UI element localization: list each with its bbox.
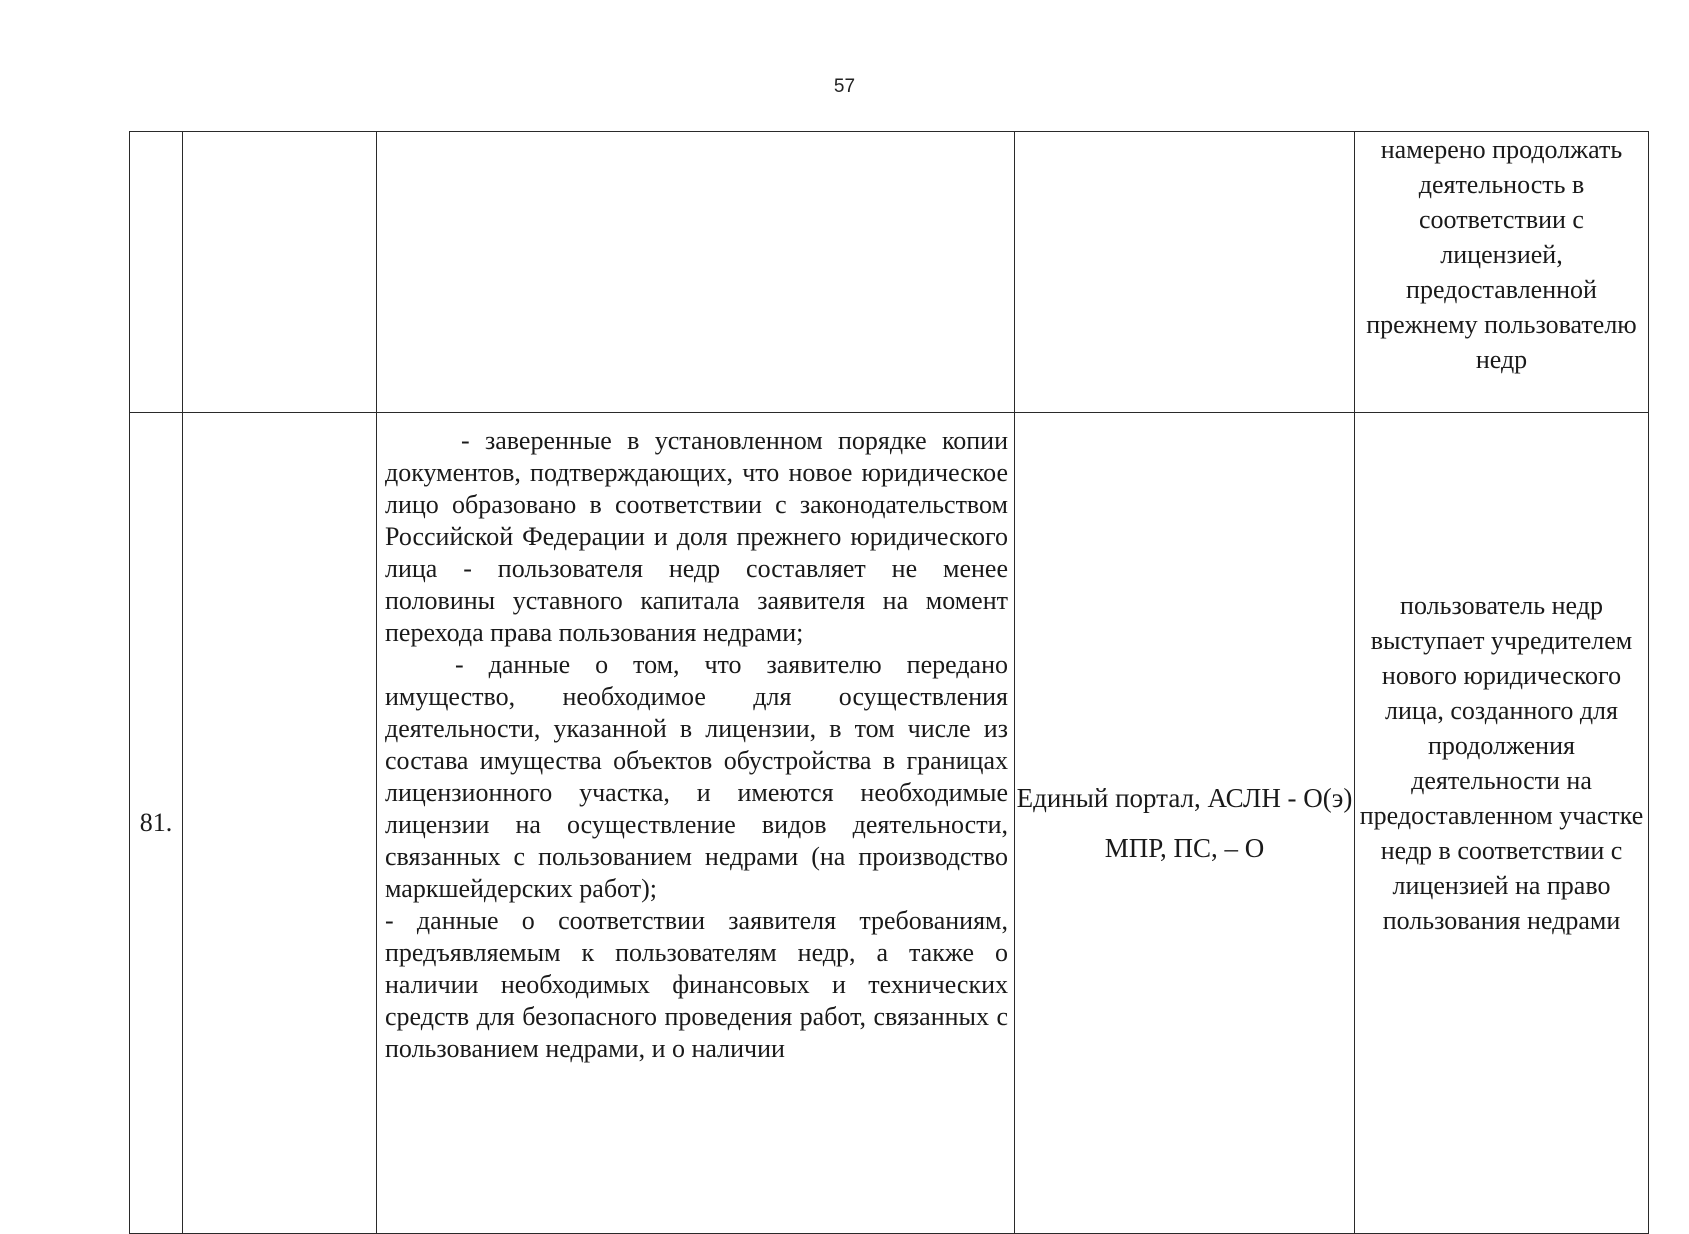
info-text [377,413,1014,1065]
table-row [130,413,1649,1234]
table-row [130,132,1649,413]
result-cell [1355,132,1649,413]
info-paragraph: - заверенные в установленном порядке копии документов, подтверждающих, что новое юридическое лицо образовано в соответствии с законодательством Российской Федерации и доля прежнего юридического лица - пользователя недр составляет не менее половины уставного капитала заявителя на момент перехода права пользования недрами; [385,426,1008,647]
row-number-cell [130,132,183,413]
info-paragraph: - данные о том, что заявителю передано имущество, необходимое для осуществления деятельности, указанной в лицензии, в том числе из состава имущества объектов обустройства в границах лицензионного участка, и имеются необходимые лицензии на осуществление видов деятельности, связанных с пользованием недрами (на производство маркшейдерских работ); [385,650,1008,903]
info-paragraph: - данные о соответствии заявителя требованиям, предъявляемым к пользователям недр, а также о наличии необходимых финансовых и технических средств для безопасного проведения работ, связанных с пользованием недрами, и о наличии [385,906,1008,1063]
page-number: 57 [833,76,856,97]
source-cell [1015,132,1355,413]
row-number: 81. [139,808,173,837]
source-line: Единый портал, АСЛН - О(э) [1016,783,1353,813]
empty-cell [183,132,377,413]
info-cell [377,132,1015,413]
result-text: намерено продолжать деятельность в соответствии с лицензией, предоставленной прежнему пользователю недр [1366,135,1637,374]
result-cell [1355,413,1649,1234]
document-table [129,131,1649,1234]
row-number-cell [130,413,183,1234]
info-cell [377,413,1015,1234]
source-line: МПР, ПС, – О [1104,833,1265,863]
source-cell [1015,413,1355,1234]
empty-cell [183,413,377,1234]
result-text: пользователь недр выступает учредителем нового юридического лица, созданного для продолжения деятельности на предоставленном участке недр в соответствии с лицензией на право пользования недрами [1359,591,1644,935]
